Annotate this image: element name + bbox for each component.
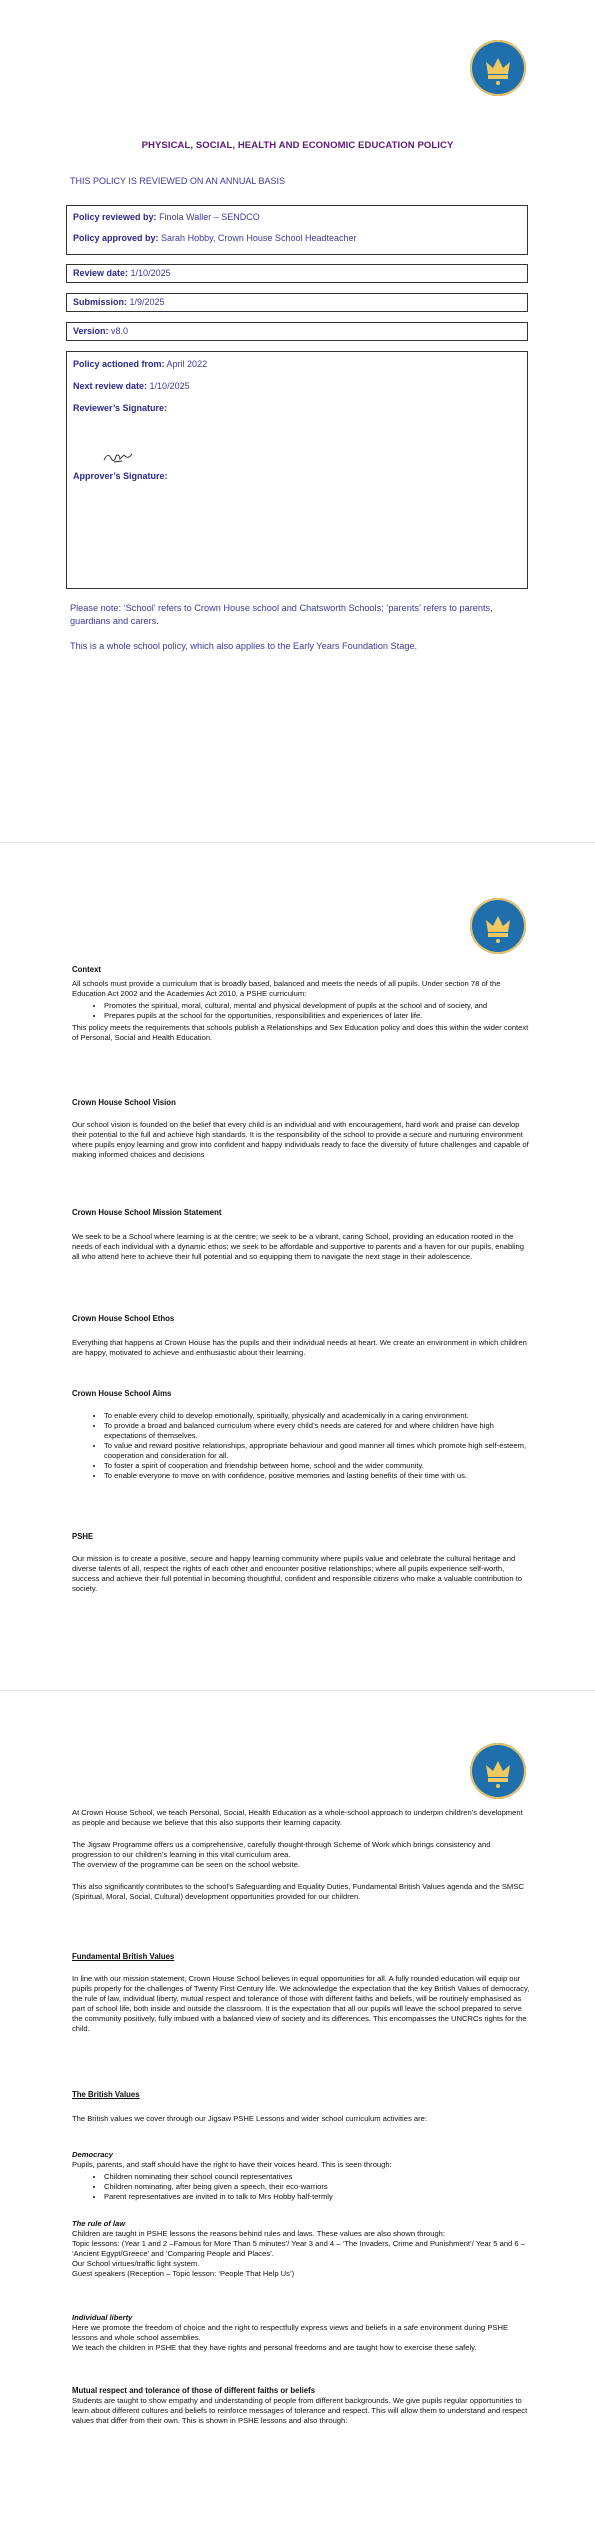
pshe-text: Our mission is to create a positive, secure and happy learning community where pupils value and celebrate the cultural heritage and diverse talents of all, respect the rights of each other and encounter positive relationships; where all pupils experience self-worth, success and achieve their full potential in becoming thoughtful, confident and responsible citizens who make a valuable contribution to society. — [72, 1554, 522, 1593]
fbv-heading: Fundamental British Values — [72, 1952, 175, 1961]
aims-heading: Crown House School Aims — [72, 1389, 172, 1398]
democracy-heading: Democracy — [72, 2150, 113, 2159]
version-value: v8.0 — [111, 326, 129, 336]
context-outro: This policy meets the requirements that schools publish a Relationships and Sex Education policy and does this within the wider context of Personal, Social and Health Education. — [72, 1023, 529, 1042]
page-divider — [0, 842, 595, 843]
context-heading: Context — [72, 965, 102, 974]
list-item: • Prepares pupils at the school for the opportunities, responsibilities and experiences of later life. — [104, 1011, 532, 1021]
rule-of-law-line: Our School virtues/traffic light system. — [72, 2259, 200, 2268]
mission-section — [72, 1208, 532, 1262]
eyfs-note: This is a whole school policy, which also applies to the Early Years Foundation Stage. — [70, 641, 418, 651]
actioned-value: April 2022 — [166, 359, 208, 369]
list-item: • To enable every child to develop emotionally, spiritually, physically and academically in a caring environment. — [104, 1411, 532, 1421]
aims-list — [72, 1411, 532, 1481]
reviewed-by-value: Finola Waller – SENDCO — [159, 212, 260, 222]
school-crest-icon — [470, 898, 526, 954]
school-definition-note: Please note: ‘School’ refers to Crown House school and Chatsworth Schools; ‘parents’ refers to parents, guardians and carers. — [70, 603, 493, 626]
vision-text: Our school vision is founded on the belief that every child is an individual and with encouragement, hard work and praise can develop their potential to the full and achieve high standards. It is the responsibility of the school to provide a secure and nurturing environment where pupils enjoy learning and grow into confident and happy individuals ready to face the diversity of future challenges and capable of making informed choices and decisions — [72, 1120, 529, 1159]
liberty-line: We teach the children in PSHE that they have rights and personal freedoms and are taught how to exercise these safely. — [72, 2343, 477, 2352]
jigsaw-text: The Jigsaw Programme offers us a comprehensive, carefully thought-through Scheme of Work which brings consistency and progression to our children’s learning in this vital curriculum area. — [72, 1840, 491, 1859]
pshe-intro-section — [72, 1808, 532, 1902]
list-item: • To value and reward positive relationships, appropriate behaviour and good manner all times which promote high self-esteem, cooperation and consideration for all. — [104, 1441, 532, 1461]
liberty-line: Here we promote the freedom of choice and the right to respectfully express views and beliefs in a safe environment during PSHE lessons and whole school assemblies. — [72, 2323, 509, 2342]
ethos-heading: Crown House School Ethos — [72, 1314, 175, 1323]
review-date-box — [66, 264, 528, 283]
mutual-respect-heading: Mutual respect and tolerance of those of different faiths or beliefs — [72, 2386, 316, 2395]
democracy-section — [72, 2150, 532, 2204]
actioned-label: Policy actioned from: — [73, 359, 165, 369]
context-section — [72, 965, 532, 1043]
list-item: • To enable everyone to move on with confidence, positive memories and lasting benefits of their time with us. — [104, 1471, 532, 1481]
democracy-text: Pupils, parents, and staff should have the right to have their voices heard. This is seen through: — [72, 2160, 392, 2169]
reviewer-signature-label: Reviewer’s Signature: — [73, 403, 168, 413]
context-list — [72, 1001, 532, 1021]
rule-of-law-section — [72, 2219, 532, 2279]
british-values-heading: The British Values — [72, 2090, 140, 2099]
actions-box — [66, 351, 528, 589]
page-title: PHYSICAL, SOCIAL, HEALTH AND ECONOMIC EDUCATION POLICY — [141, 140, 454, 151]
review-date-label: Review date: — [73, 268, 129, 278]
submission-value: 1/9/2025 — [129, 297, 165, 307]
rule-of-law-line: Topic lessons: (Year 1 and 2 –Famous for More Than 5 minutes’/ Year 3 and 4 – ‘The Invaders, Crime and Punishment’/ Year 5 and 6 – ‘Ancient Egypt/Greece’ and ‘Comparing People and Places’. — [72, 2239, 525, 2258]
submission-box — [66, 293, 528, 312]
list-item: • Promotes the spiritual, moral, cultural, mental and physical development of pupils at the school and of society, and — [104, 1001, 532, 1011]
approved-by-value: Sarah Hobby, Crown House School Headteacher — [161, 233, 357, 243]
list-item: • Children nominating their school council representatives — [104, 2172, 532, 2182]
democracy-list — [72, 2172, 532, 2202]
safeguarding-text: This also significantly contributes to the school’s Safeguarding and Equality Duties, Fundamental British Values agenda and the SMSC (Spiritual, Moral, Social, Cultural) development opportunities provided for our children. — [72, 1882, 524, 1901]
approver-signature-label: Approver’s Signature: — [73, 471, 168, 481]
policy-owners-box — [66, 205, 528, 255]
handwritten-signature — [102, 450, 136, 464]
next-review-label: Next review date: — [73, 381, 148, 391]
ethos-text: Everything that happens at Crown House has the pupils and their individual needs at heart. We create an environment in which children are happy, motivated to achieve and enthusiastic about their learning. — [72, 1338, 527, 1357]
ethos-section — [72, 1314, 532, 1358]
fbv-text: In line with our mission statement, Crown House School believes in equal opportunities for all. A fully rounded education will equip our pupils properly for the challenges of Twenty First Century life. We acknowledge the expectation that the key British Values of democracy, the rule of law, individual liberty, mutual respect and tolerance of those with different faiths and beliefs, will be routinely emphasised as part of school life, both inside and outside the classroom. It is the expectation that all our pupils will leave the school prepared to serve the community positively, fully imbued with a balanced view of society and its differences. This encompasses the UNCRCs rights for the child. — [72, 1974, 530, 2033]
rule-of-law-heading: The rule of law — [72, 2219, 126, 2228]
context-intro: All schools must provide a curriculum that is broadly based, balanced and meets the needs of all pupils. Under section 78 of the Education Act 2002 and the Academies Act 2010, a PSHE curriculum: — [72, 979, 501, 998]
mutual-respect-section — [72, 2386, 532, 2426]
list-item: • To provide a broad and balanced curriculum where every child’s needs are catered for and where children have high expectations of themselves. — [104, 1421, 532, 1441]
mission-heading: Crown House School Mission Statement — [72, 1208, 222, 1217]
liberty-heading: Individual liberty — [72, 2313, 133, 2322]
vision-heading: Crown House School Vision — [72, 1098, 176, 1107]
jigsaw-overview-text: The overview of the programme can be seen on the school website. — [72, 1860, 300, 1869]
list-item: • Parent representatives are invited in to talk to Mrs Hobby half-termly — [104, 2192, 532, 2202]
submission-label: Submission: — [73, 297, 128, 307]
aims-section — [72, 1389, 532, 1483]
approved-by-label: Policy approved by: — [73, 233, 159, 243]
mutual-respect-text: Students are taught to show empathy and understanding of people from different backgrounds. We give pupils regular opportunities to learn about different cultures and beliefs to reinforce messages of tolerance and respect. This will allow them to understand and respect values that differ from their own. This is shown in PSHE lessons and also through: — [72, 2396, 528, 2425]
pshe-intro-text: At Crown House School, we teach Personal, Social, Health Education as a whole-school approach to underpin children’s development as people and because we believe that this also supports their learning capacity. — [72, 1808, 523, 1827]
version-box — [66, 322, 528, 341]
reviewed-by-label: Policy reviewed by: — [73, 212, 157, 222]
british-values-section — [72, 2090, 532, 2124]
vision-section — [72, 1098, 532, 1160]
mission-text: We seek to be a School where learning is at the centre; we seek to be a vibrant, caring School, providing an education rooted in the needs of each individual with a dynamic ethos; we seek to be affordable and supportive to parents and a haven for our pupils, enabling all who attend here to achieve their full potential and so equipping them to navigate the next stage in their adolescence. — [72, 1232, 524, 1261]
version-label: Version: — [73, 326, 109, 336]
page-divider — [0, 1690, 595, 1691]
british-values-text: The British values we cover through our Jigsaw PSHE Lessons and wider school curriculum activities are: — [72, 2114, 427, 2123]
review-date-value: 1/10/2025 — [130, 268, 171, 278]
list-item: • Children nominating, after being given a speech, their eco-warriors — [104, 2182, 532, 2192]
rule-of-law-line: Guest speakers (Reception – Topic lesson: ‘People That Help Us’) — [72, 2269, 295, 2278]
pshe-section — [72, 1532, 532, 1594]
school-crest-icon — [470, 40, 526, 96]
school-crest-icon — [470, 1743, 526, 1799]
next-review-value: 1/10/2025 — [149, 381, 190, 391]
pshe-heading: PSHE — [72, 1532, 94, 1541]
rule-of-law-line: Children are taught in PSHE lessons the reasons behind rules and laws. These values are also shown through: — [72, 2229, 446, 2238]
fbv-section — [72, 1952, 532, 2034]
liberty-section — [72, 2313, 532, 2353]
list-item: • To foster a spirit of cooperation and friendship between home, school and the wider community. — [104, 1461, 532, 1471]
review-frequency-note: THIS POLICY IS REVIEWED ON AN ANNUAL BASIS — [70, 176, 286, 186]
